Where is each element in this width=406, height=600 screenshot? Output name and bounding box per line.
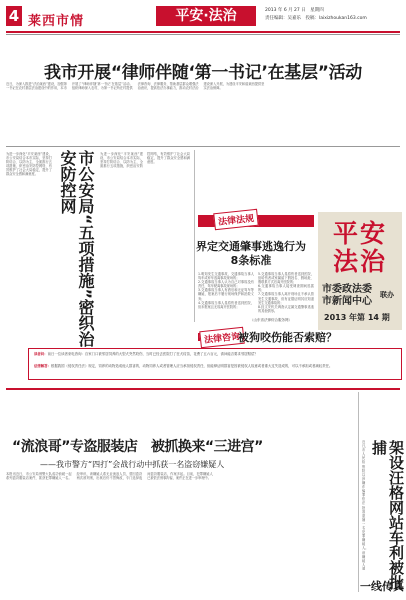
law-tag: 法律法规 (213, 209, 259, 231)
law-item: 5.交通事故当事人虽将伤者送到医院，但给伤者或家属留下假姓名、假地址、假联系方式后离开医院的； (258, 272, 314, 285)
promo-title: 平安法治 (332, 219, 387, 276)
story2-body: 本报讯近日，市公安局刑警大队成功侦破一起系列盗窃服装店案件，抓获犯罪嫌疑人一名。经审讯，该嫌疑人系无业流浪人员，曾因盗窃两次被判刑，出狱后仍不思悔改，专门选择夜间盗窃服装店，作案多起。目前，犯罪嫌疑人已被依法刑事拘留，案件正在进一步审理中。 (6, 472, 213, 481)
right-column-divider (358, 392, 359, 592)
header-rule-thin (6, 34, 400, 35)
vertical-story-title: 市公安局“五项措施”密织治安防控网 (58, 150, 95, 348)
consult-tag: 法律咨询 (199, 327, 245, 349)
vertical-story-body: 为进一步深化“平安莱西”建设，市公安局结合本市实际，坚持打防结合、以防为主，全面推行五项措施，织密治安防控网络，有效维护了社会大局稳定，提升了群众安全感和满意度。 (6, 152, 52, 177)
law-item: 4.交通事故当事人虽将伤者送到医院，但未报案且无故离开医院的； (198, 300, 254, 309)
section-divider (6, 146, 400, 147)
law-item: 1.明知发生交通事故，交通事故当事人驾车或弃车逃离事故现场的； (198, 272, 254, 281)
law-item: 8.经文安机关调查认定属交通肇事逃逸的其他情形。 (258, 304, 314, 313)
consult-answer (34, 364, 396, 368)
header-editor: 责任编辑：吴嘉乐 投稿：laixizhoukan163.com (265, 16, 367, 21)
promo-org-line: 市委政法委 (322, 284, 372, 295)
page-number: 4 (6, 6, 22, 26)
header-date: 2013 年 6 月 27 日 星期四 (265, 8, 324, 13)
ask-label: 读者问： (34, 352, 48, 356)
mid-rule (6, 388, 400, 390)
law-caption: （山东省法律综合服务网） (250, 318, 292, 322)
consult-question: 被狗咬伤能否索赔？ (238, 331, 337, 344)
law-item: 2.交通事故当事人认为自己对事故没有责任，驾车驶离事故现场的； (198, 280, 254, 289)
law-item: 3.交通事故当事人有酒后和无证驾车等嫌疑，报案后不履行现场保护和抢救义务； (198, 288, 254, 301)
right-story-body: 近日，市人民检察院以涉嫌诈骗罪依法批准逮捕一名犯罪嫌疑人。该嫌疑人通 (362, 440, 368, 570)
footer-tag: 一线传真 (360, 580, 404, 593)
lead-story-body: 近日，为深入推进“法治莱西”建设，加强第一书记在农村基层法治建设中的作用，本市开展了“律师伴随‘第一书记’在基层”活动。组织律师深入农村，为第一书记所在村提供法律咨询、法律服务，帮助基层群众增强法治意识，提高依法办事能力，推动农村法治建设深入开展，为建设平安和谐莱西提供坚实法治保障。 (6, 82, 265, 91)
story2-headline: “流浪哥”专盗服装店 被抓换来“三进宫” (12, 439, 263, 455)
promo-issue: 2013 年第 14 期 (324, 313, 390, 322)
header-rule (6, 31, 400, 33)
section-title: 平安·法治 (156, 6, 256, 26)
column-divider (194, 150, 195, 322)
consult-ask (34, 352, 396, 356)
promo-joint: 联办 (380, 291, 394, 299)
answer-label: 法律解答： (34, 364, 51, 368)
story2-subhead: ——我市警方“四打”会战行动中抓获一名盗窃嫌疑人 (40, 460, 225, 469)
right-story-title: 架设汪格网站车利被批捕 (370, 440, 405, 590)
law-item: 7.交通事故当事人离开现场且不承认曾发生交通事故，但有证据证明其应知道发生交通事故的； (258, 292, 314, 305)
law-items (198, 272, 314, 316)
paper-name: 莱西市情 (28, 14, 85, 29)
law-title: 界定交通肇事逃逸行为 8条标准 (196, 240, 306, 267)
main-headline: 我市开展“律师伴随‘第一书记’在基层”活动 (44, 63, 362, 83)
promo-box (318, 212, 402, 330)
answer-text: 根据我国《侵权责任法》规定，饲养的动物造成他人损害的，动物饲养人或者管理人应当承担侵权责任，但能够证明损害是因被侵权人故意或者重大过失造成的，可以不承担或者减轻责任。 (50, 364, 333, 368)
ask-text: 前日一位读者来电咨询：自家门口被邻居饲养的大型犬突然咬伤，当时已经去医院打了狂犬疫苗，花费了五六百元，请问能否要求邻居赔偿？ (47, 352, 258, 356)
vertical-story-columns: 为进一步深化“平安莱西”建设，市公安局结合本市实际，坚持打防结合、以防为主，全面推行五项措施，织密治安防控网络，有效维护了社会大局稳定，提升了群众安全感和满意度。 (100, 152, 190, 169)
law-item: 6.交通事故当事人接受调查期间逃匿的； (258, 284, 314, 293)
promo-org (322, 284, 372, 308)
promo-org-line: 市新闻中心 (322, 296, 372, 307)
